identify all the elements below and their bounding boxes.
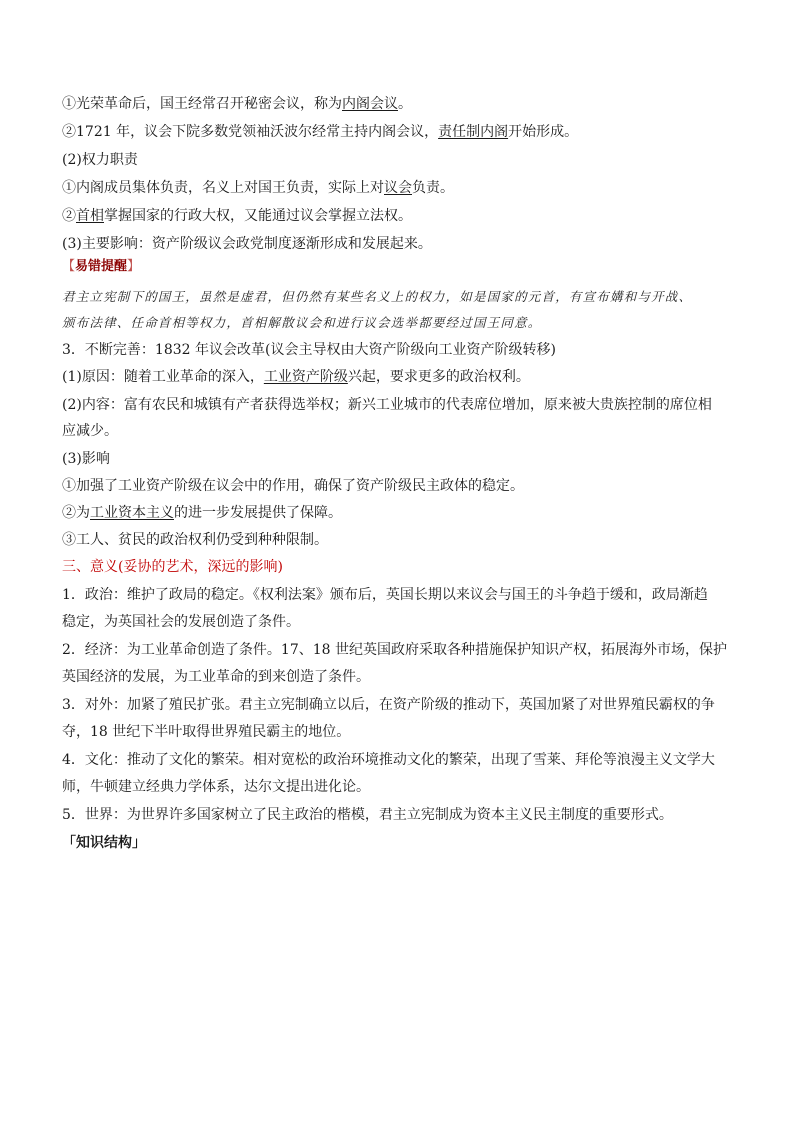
subheading-powers: (2)权力职责 <box>62 152 138 168</box>
paragraph-reform-content-line-1: (2)内容：富有农民和城镇有产者获得选举权；新兴工业城市的代表席位增加，原来被大贵族控制的席位相 <box>62 397 712 413</box>
underlined-term: 首相 <box>76 208 104 224</box>
underlined-term: 工业资产阶级 <box>263 369 348 385</box>
knowledge-structure-heading: 「知识结构」 <box>62 835 146 851</box>
section-heading-significance: 三、意义(妥协的艺术，深远的影响) <box>62 559 283 575</box>
paragraph-culture-line-2: 师，牛顿建立经典力学体系，达尔文提出进化论。 <box>62 779 370 795</box>
error-tip-heading: 【易错提醒】 <box>62 259 141 274</box>
paragraph-political-line-2: 稳定，为英国社会的发展创造了条件。 <box>62 614 300 630</box>
underlined-term: 内阁会议 <box>342 96 398 112</box>
paragraph-foreign-line-2: 夺，18 世纪下半叶取得世界殖民霸主的地位。 <box>62 724 351 740</box>
underlined-term: 议会 <box>384 180 412 196</box>
subheading-reform-impact: (3)影响 <box>62 451 110 467</box>
paragraph-culture-line-1: 4．文化：推动了文化的繁荣。相对宽松的政治环境推动文化的繁荣，出现了雪莱、拜伦等浪漫主义文学大 <box>62 752 715 768</box>
section-heading-reform: 3．不断完善：1832 年议会改革(议会主导权由大资产阶级向工业资产阶级转移) <box>62 342 556 358</box>
paragraph-impact-2: ②为工业资本主义的进一步发展提供了保障。 <box>62 505 342 521</box>
paragraph-collective-responsibility: ①内阁成员集体负责，名义上对国王负责，实际上对议会负责。 <box>62 180 454 196</box>
paragraph-impact-3: ③工人、贫民的政治权利仍受到种种限制。 <box>62 532 328 548</box>
paragraph-responsible-cabinet: ②1721 年，议会下院多数党领袖沃波尔经常主持内阁会议，责任制内阁开始形成。 <box>62 124 579 140</box>
paragraph-foreign-line-1: 3．对外：加紧了殖民扩张。君主立宪制确立以后，在资产阶级的推动下，英国加紧了对世界殖民霸权的争 <box>62 697 715 713</box>
paragraph-political-line-1: 1．政治：维护了政局的稳定。《权利法案》颁布后，英国长期以来议会与国王的斗争趋于缓和，政局渐趋 <box>62 587 708 603</box>
underlined-term: 工业资本主义 <box>90 505 174 521</box>
paragraph-economic-line-2: 英国经济的发展，为工业革命的到来创造了条件。 <box>62 669 370 685</box>
paragraph-reform-content-line-2: 应减少。 <box>62 423 118 439</box>
paragraph-economic-line-1: 2．经济：为工业革命创造了条件。17、18 世纪英国政府采取各种措施保护知识产权，拓展海外市场，保护 <box>62 642 727 658</box>
paragraph-impact-1: ①加强了工业资产阶级在议会中的作用，确保了资产阶级民主政体的稳定。 <box>62 478 524 494</box>
paragraph-prime-minister: ②首相掌握国家的行政大权，又能通过议会掌握立法权。 <box>62 208 412 224</box>
error-tip-text-line-1: 君主立宪制下的国王，虽然是虚君，但仍然有某些名义上的权力，如是国家的元首，有宣布媾和与开战、 <box>62 289 693 304</box>
underlined-term: 责任制内阁 <box>438 124 509 140</box>
paragraph-reform-cause: (1)原因：随着工业革命的深入，工业资产阶级兴起，要求更多的政治权利。 <box>62 369 530 385</box>
paragraph-main-impact: (3)主要影响：资产阶级议会政党制度逐渐形成和发展起来。 <box>62 236 432 252</box>
error-tip-text-line-2: 颁布法律、任命首相等权力，首相解散议会和进行议会选举都要经过国王同意。 <box>62 315 542 330</box>
paragraph-world: 5．世界：为世界许多国家树立了民主政治的楷模，君主立宪制成为资本主义民主制度的重要形式。 <box>62 807 673 823</box>
paragraph-cabinet-meeting: ①光荣革命后，国王经常召开秘密会议，称为内阁会议。 <box>62 96 412 112</box>
